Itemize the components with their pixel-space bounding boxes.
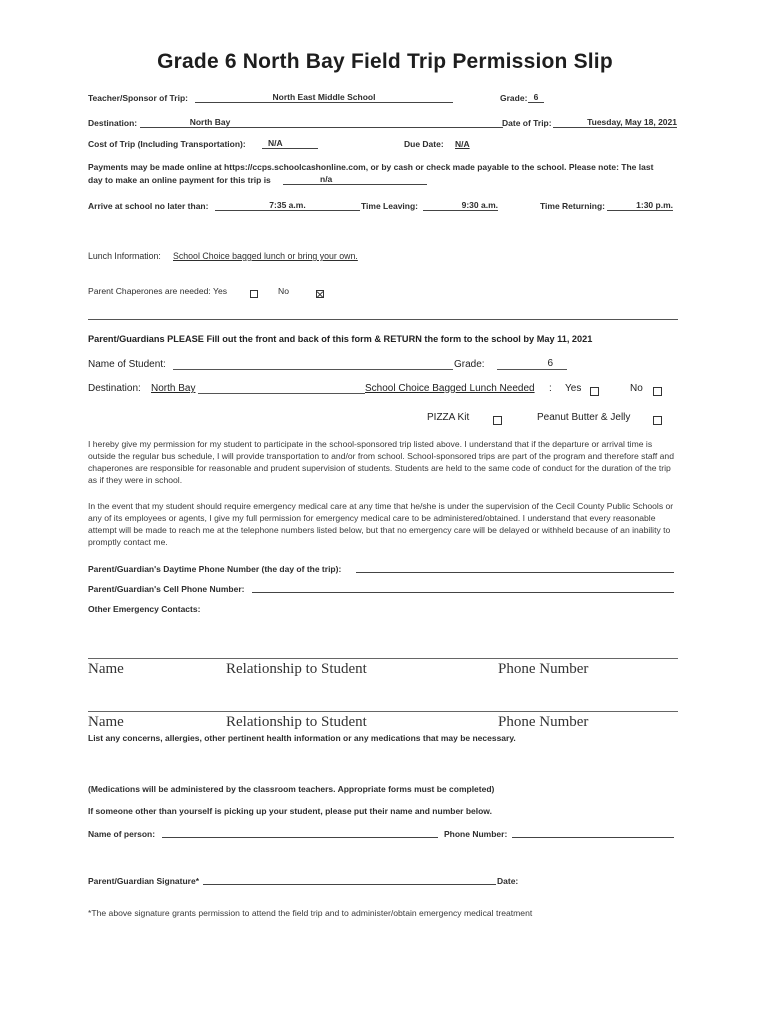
- destination-value[interactable]: North Bay: [189, 117, 231, 127]
- destination-label: Destination:: [88, 118, 138, 128]
- return-destination-line: [198, 393, 365, 394]
- return-line: [607, 210, 673, 211]
- signature-date-label: Date:: [497, 876, 519, 886]
- pickup-person-field[interactable]: [162, 837, 438, 838]
- payment-text: Payments may be made online at https://ccps.schoolcashonline.com, or by cash or check made payable to the school. Please note: The last: [88, 162, 654, 172]
- pizza-kit-checkbox[interactable]: [493, 412, 502, 430]
- student-name-field[interactable]: [173, 369, 453, 370]
- teacher-label: Teacher/Sponsor of Trip:: [88, 93, 188, 103]
- teacher-line: [195, 102, 453, 103]
- pbj-label: Peanut Butter & Jelly: [537, 412, 631, 423]
- payment-deadline-label: day to make an online payment for this trip is: [88, 175, 271, 185]
- chaperone-no-checkbox-checked[interactable]: [316, 285, 324, 303]
- grade-label: Grade:: [500, 93, 528, 103]
- medications-note: (Medications will be administered by the classroom teachers. Appropriate forms must be completed): [88, 784, 495, 794]
- lunch-no-label: No: [630, 383, 643, 394]
- payment-deadline-value[interactable]: n/a: [320, 174, 333, 184]
- cell-phone-field[interactable]: [252, 592, 674, 593]
- contact-1-phone-header: Phone Number: [498, 661, 589, 677]
- signature-label: Parent/Guardian Signature*: [88, 876, 199, 886]
- lunch-no-checkbox[interactable]: [653, 383, 662, 401]
- contact-2-relationship-header: Relationship to Student: [226, 714, 367, 730]
- grade-line: [528, 102, 544, 103]
- contact-row-1-line[interactable]: [88, 658, 678, 659]
- medical-paragraph: In the event that my student should require emergency medical care at any time that he/she is under the supervision of the Cecil County Public Schools or any of its employees or agents, I give my full permission for emergency medical care to be administered/obtained. I understand that every reasonable attempt will be made to reach me at the telephone numbers listed below, but that no emergency care will be delayed or withheld because of an inability to promptly contact me.: [88, 501, 674, 547]
- signature-field[interactable]: [203, 884, 496, 885]
- arrive-label: Arrive at school no later than:: [88, 201, 209, 211]
- student-grade-value[interactable]: 6: [547, 358, 553, 369]
- cell-phone-label: Parent/Guardian's Cell Phone Number:: [88, 584, 245, 594]
- section-divider: [88, 319, 678, 320]
- arrive-value[interactable]: 7:35 a.m.: [269, 200, 306, 210]
- lunch-label: Lunch Information:: [88, 251, 161, 261]
- payment-deadline-line: [283, 184, 427, 185]
- health-concerns-label: List any concerns, allergies, other pertinent health information or any medications that may be necessary.: [88, 733, 516, 743]
- pickup-phone-field[interactable]: [512, 837, 674, 838]
- pbj-checkbox[interactable]: [653, 412, 662, 430]
- chaperone-yes-checkbox[interactable]: [250, 285, 258, 303]
- cost-value[interactable]: N/A: [268, 138, 283, 148]
- contact-1-relationship-header: Relationship to Student: [226, 661, 367, 677]
- other-contacts-label: Other Emergency Contacts:: [88, 604, 201, 614]
- return-label: Time Returning:: [540, 201, 606, 211]
- return-destination-label: Destination:: [88, 383, 141, 394]
- date-value[interactable]: Tuesday, May 18, 2021: [587, 117, 677, 127]
- chaperone-label: Parent Chaperones are needed: Yes: [88, 286, 228, 296]
- teacher-value[interactable]: North East Middle School: [272, 92, 376, 102]
- due-value[interactable]: N/A: [455, 139, 470, 149]
- destination-line: [140, 127, 503, 128]
- due-label: Due Date:: [404, 139, 444, 149]
- contact-row-2-line[interactable]: [88, 711, 678, 712]
- return-heading: Parent/Guardians PLEASE Fill out the front and back of this form & RETURN the form to the school by May 11, 2021: [88, 334, 593, 344]
- contact-1-name-header: Name: [88, 661, 124, 677]
- signature-footnote: *The above signature grants permission to attend the field trip and to administer/obtain emergency medical treatment: [88, 908, 533, 918]
- page-title: Grade 6 North Bay Field Trip Permission Slip: [157, 50, 613, 73]
- chaperone-no-label: No: [278, 286, 289, 296]
- return-value[interactable]: 1:30 p.m.: [636, 200, 673, 210]
- date-label: Date of Trip:: [502, 118, 552, 128]
- leave-label: Time Leaving:: [361, 201, 418, 211]
- pickup-person-label: Name of person:: [88, 829, 156, 839]
- lunch-yes-checkbox[interactable]: [590, 383, 599, 401]
- return-destination-value: North Bay: [151, 383, 196, 394]
- leave-line: [423, 210, 498, 211]
- permission-paragraph: I hereby give my permission for my student to participate in the school-sponsored trip listed above. I understand that if the departure or arrival time is outside the regular bus schedule, I will provide transportation to and/or from school. School-sponsored trips are part of the program and therefore staff and chaperones are responsible for reasonable and prudent supervision of students. Students are held to the same code of conduct for the duration of the trip as if they were in school.: [88, 439, 674, 485]
- lunch-value: School Choice bagged lunch or bring your own.: [173, 251, 358, 261]
- grade-value[interactable]: 6: [533, 92, 539, 102]
- bagged-lunch-label: School Choice Bagged Lunch Needed: [365, 383, 535, 394]
- student-name-label: Name of Student:: [88, 359, 166, 370]
- pickup-note: If someone other than yourself is picking up your student, please put their name and number below.: [88, 806, 492, 816]
- contact-2-name-header: Name: [88, 714, 124, 730]
- pizza-kit-label: PIZZA Kit: [427, 412, 470, 423]
- student-grade-label: Grade:: [454, 359, 485, 370]
- daytime-phone-label: Parent/Guardian's Daytime Phone Number (the day of the trip):: [88, 564, 342, 574]
- student-grade-line: [497, 369, 567, 370]
- cost-label: Cost of Trip (Including Transportation):: [88, 139, 246, 149]
- daytime-phone-field[interactable]: [356, 572, 674, 573]
- pickup-phone-label: Phone Number:: [444, 829, 508, 839]
- cost-line: [262, 148, 318, 149]
- contact-2-phone-header: Phone Number: [498, 714, 589, 730]
- leave-value[interactable]: 9:30 a.m.: [461, 200, 498, 210]
- date-line: [553, 127, 677, 128]
- arrive-line: [215, 210, 360, 211]
- lunch-yes-label: Yes: [565, 383, 582, 394]
